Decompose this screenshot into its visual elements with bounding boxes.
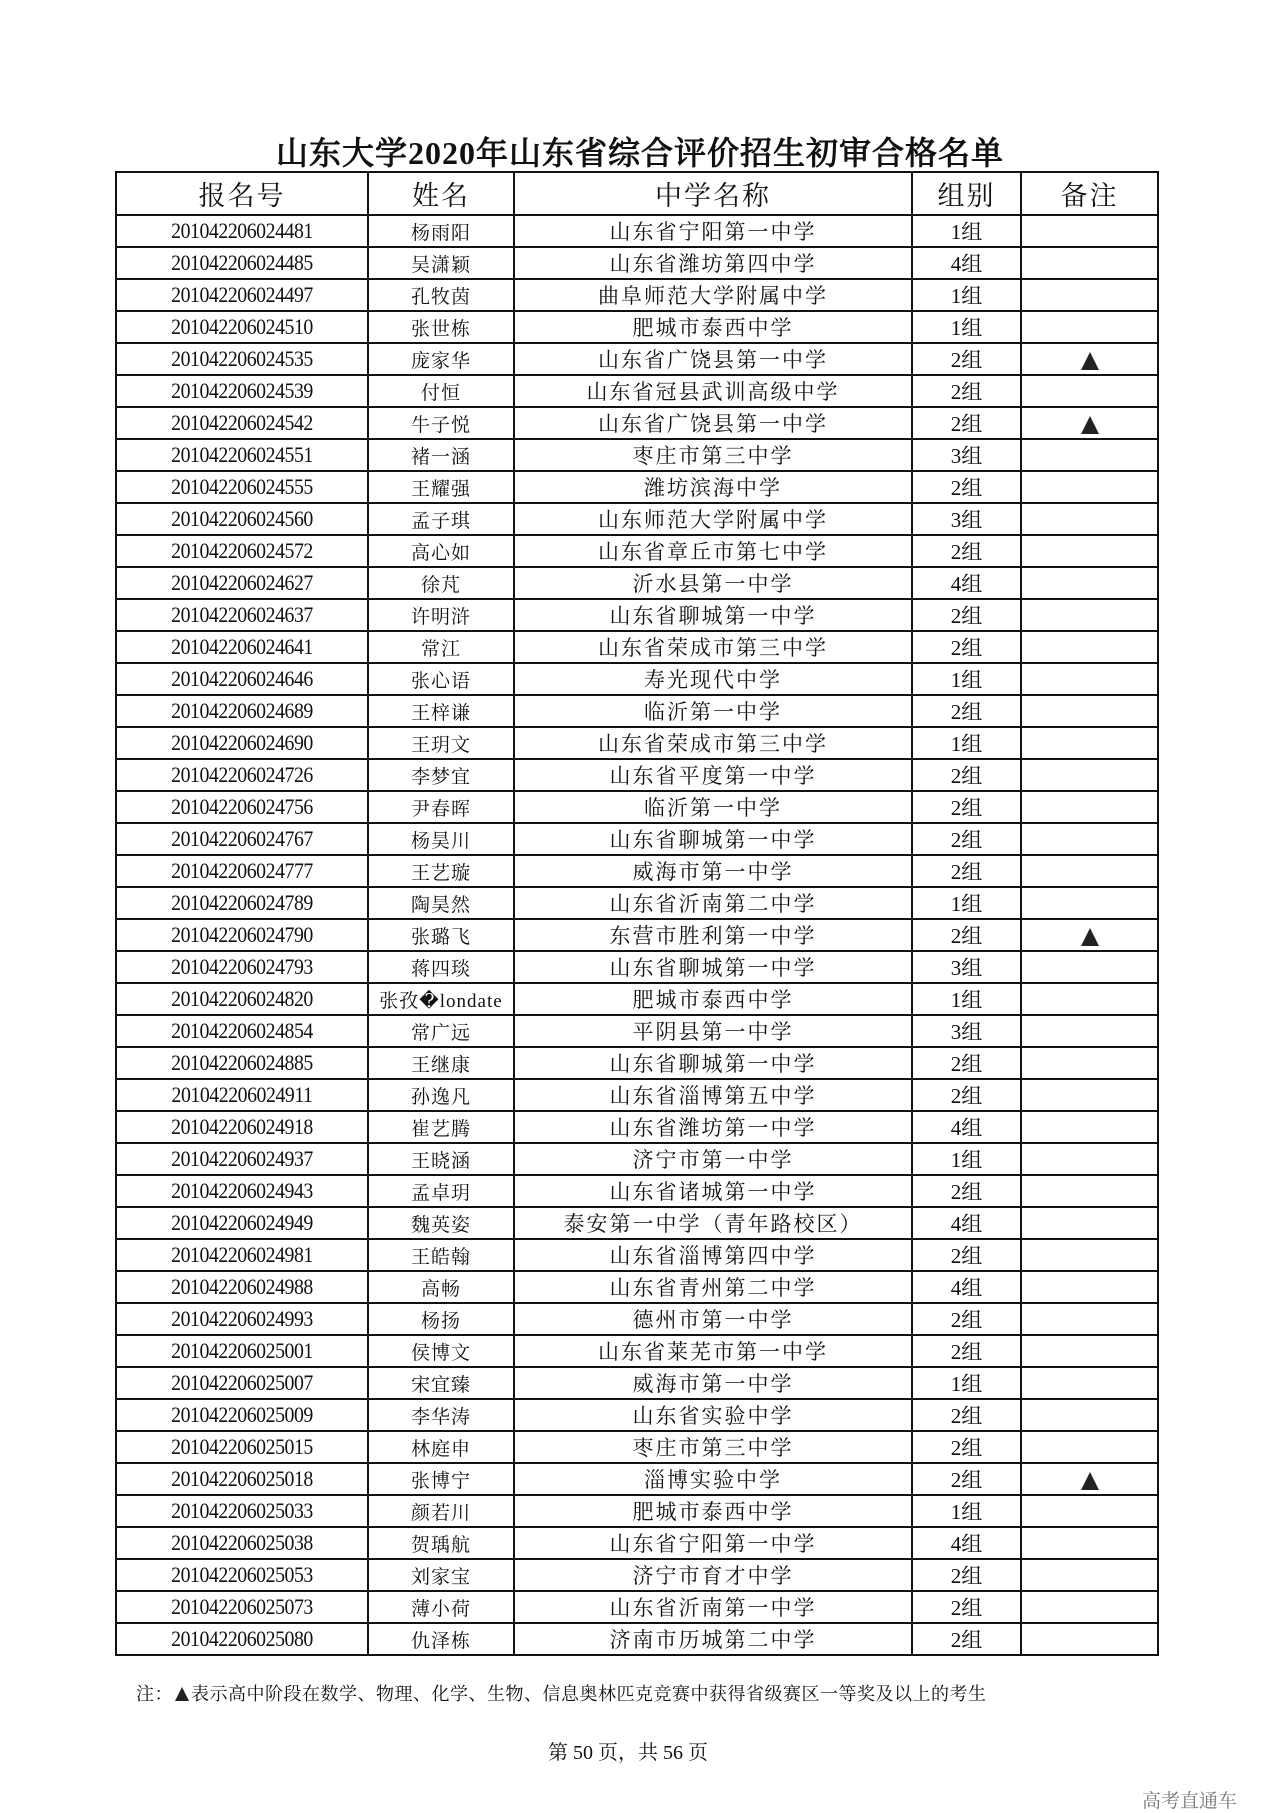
registration-no: 201042206025015: [129, 1431, 356, 1463]
remarks: [1021, 951, 1158, 983]
table-row: [116, 407, 1158, 439]
group: 4组: [912, 247, 1021, 279]
school-name: 山东省淄博第四中学: [514, 1239, 912, 1271]
group: 2组: [912, 1399, 1021, 1431]
group: 4组: [912, 1207, 1021, 1239]
school-name: 山东省荣成市第三中学: [514, 727, 912, 759]
table-row: [116, 471, 1158, 503]
school-name: 临沂第一中学: [514, 695, 912, 727]
group: 2组: [912, 631, 1021, 663]
school-name: 山东省宁阳第一中学: [514, 215, 912, 247]
remarks: [1021, 343, 1158, 375]
candidate-name: 颜若川: [368, 1495, 514, 1527]
table-row: [116, 1335, 1158, 1367]
table-row: [116, 247, 1158, 279]
remarks: [1021, 599, 1158, 631]
candidate-name: 王皓翰: [368, 1239, 514, 1271]
candidate-name: 吴潇颖: [368, 247, 514, 279]
school-name: 曲阜师范大学附属中学: [514, 279, 912, 311]
school-name: 临沂第一中学: [514, 791, 912, 823]
table-row: [116, 631, 1158, 663]
candidate-name: 孟子琪: [368, 503, 514, 535]
table-row: [116, 1367, 1158, 1399]
school-name: 济南市历城第二中学: [514, 1623, 912, 1655]
registration-no: 201042206024885: [129, 1047, 356, 1079]
registration-no: 201042206025080: [129, 1623, 356, 1655]
registration-no: 201042206024481: [129, 215, 356, 247]
group: 2组: [912, 407, 1021, 439]
remarks: [1021, 695, 1158, 727]
table-row: [116, 375, 1158, 407]
registration-no: 201042206024789: [129, 887, 356, 919]
group: 1组: [912, 727, 1021, 759]
school-name: 东营市胜利第一中学: [514, 919, 912, 951]
table-row: [116, 983, 1158, 1015]
registration-no: 201042206024572: [129, 535, 356, 567]
remarks: [1021, 279, 1158, 311]
remarks: [1021, 1303, 1158, 1335]
school-name: 沂水县第一中学: [514, 567, 912, 599]
group: 2组: [912, 535, 1021, 567]
group: 2组: [912, 375, 1021, 407]
registration-no: 201042206025073: [129, 1591, 356, 1623]
candidate-table: [115, 171, 1159, 1656]
table-row: [116, 663, 1158, 695]
table-row: [116, 1623, 1158, 1655]
candidate-name: 庞家华: [368, 343, 514, 375]
table-row: [116, 1207, 1158, 1239]
header-name: 姓名: [368, 172, 514, 215]
triangle-icon: [1081, 352, 1099, 370]
table-row: [116, 1143, 1158, 1175]
candidate-name: 孙逸凡: [368, 1079, 514, 1111]
school-name: 山东省沂南第二中学: [514, 887, 912, 919]
table-row: [116, 567, 1158, 599]
triangle-icon: [1081, 1472, 1099, 1490]
candidate-name: 徐芃: [368, 567, 514, 599]
school-name: 肥城市泰西中学: [514, 1495, 912, 1527]
remarks: [1021, 855, 1158, 887]
table-row: [116, 279, 1158, 311]
remarks: [1021, 311, 1158, 343]
registration-no: 201042206025033: [129, 1495, 356, 1527]
table-row: [116, 1015, 1158, 1047]
candidate-name: 刘家宝: [368, 1559, 514, 1591]
group: 2组: [912, 1431, 1021, 1463]
table-row: [116, 1303, 1158, 1335]
candidate-name: 宋宜臻: [368, 1367, 514, 1399]
registration-no: 201042206024535: [129, 343, 356, 375]
table-row: [116, 727, 1158, 759]
registration-no: 201042206024756: [129, 791, 356, 823]
registration-no: 201042206024988: [129, 1271, 356, 1303]
table-row: [116, 1079, 1158, 1111]
remarks: [1021, 887, 1158, 919]
registration-no: 201042206024560: [129, 503, 356, 535]
school-name: 山东省聊城第一中学: [514, 1047, 912, 1079]
group: 2组: [912, 855, 1021, 887]
remarks: [1021, 1111, 1158, 1143]
registration-no: 201042206024911: [129, 1079, 356, 1111]
remarks: [1021, 567, 1158, 599]
remarks: [1021, 1015, 1158, 1047]
remarks: [1021, 1047, 1158, 1079]
table-row: [116, 311, 1158, 343]
candidate-name: 杨扬: [368, 1303, 514, 1335]
school-name: 威海市第一中学: [514, 855, 912, 887]
school-name: 枣庄市第三中学: [514, 439, 912, 471]
registration-no: 201042206024555: [129, 471, 356, 503]
group: 2组: [912, 919, 1021, 951]
candidate-name: 魏英姿: [368, 1207, 514, 1239]
candidate-name: 尹春晖: [368, 791, 514, 823]
table-row: [116, 1239, 1158, 1271]
school-name: 山东省潍坊第一中学: [514, 1111, 912, 1143]
remarks: [1021, 1559, 1158, 1591]
candidate-name: 王晓涵: [368, 1143, 514, 1175]
table-row: [116, 1495, 1158, 1527]
group: 2组: [912, 1623, 1021, 1655]
school-name: 平阴县第一中学: [514, 1015, 912, 1047]
candidate-name: 仇泽栋: [368, 1623, 514, 1655]
remarks: [1021, 1239, 1158, 1271]
registration-no: 201042206024637: [129, 599, 356, 631]
remarks: [1021, 919, 1158, 951]
table-row: [116, 535, 1158, 567]
candidate-name: 蒋四琰: [368, 951, 514, 983]
footnote: [136, 1680, 987, 1706]
table-row: [116, 791, 1158, 823]
group: 4组: [912, 1111, 1021, 1143]
remarks: [1021, 1463, 1158, 1495]
candidate-name: 王艺璇: [368, 855, 514, 887]
candidate-name: 杨昊川: [368, 823, 514, 855]
group: 4组: [912, 1271, 1021, 1303]
table-row: [116, 759, 1158, 791]
table-row: [116, 1431, 1158, 1463]
group: 2组: [912, 695, 1021, 727]
registration-no: 201042206024790: [129, 919, 356, 951]
registration-no: 201042206024497: [129, 279, 356, 311]
remarks: [1021, 1623, 1158, 1655]
group: 2组: [912, 343, 1021, 375]
registration-no: 201042206024726: [129, 759, 356, 791]
candidate-name: 崔艺腾: [368, 1111, 514, 1143]
remarks: [1021, 1399, 1158, 1431]
group: 3组: [912, 503, 1021, 535]
school-name: 山东省潍坊第四中学: [514, 247, 912, 279]
candidate-name: 常江: [368, 631, 514, 663]
header-remarks: 备注: [1021, 172, 1158, 215]
group: 1组: [912, 1143, 1021, 1175]
remarks: [1021, 663, 1158, 695]
group: 1组: [912, 311, 1021, 343]
remarks: [1021, 215, 1158, 247]
candidate-name: 褚一涵: [368, 439, 514, 471]
candidate-name: 孔牧茵: [368, 279, 514, 311]
table-row: [116, 887, 1158, 919]
table-row: [116, 439, 1158, 471]
remarks: [1021, 375, 1158, 407]
remarks: [1021, 1367, 1158, 1399]
candidate-name: 林庭申: [368, 1431, 514, 1463]
registration-no: 201042206024793: [129, 951, 356, 983]
group: 1组: [912, 215, 1021, 247]
school-name: 山东省沂南第一中学: [514, 1591, 912, 1623]
registration-no: 201042206024539: [129, 375, 356, 407]
group: 2组: [912, 471, 1021, 503]
remarks: [1021, 727, 1158, 759]
school-name: 德州市第一中学: [514, 1303, 912, 1335]
table-row: [116, 343, 1158, 375]
remarks: [1021, 791, 1158, 823]
candidate-name: 杨雨阳: [368, 215, 514, 247]
table-row: [116, 599, 1158, 631]
registration-no: 201042206024627: [129, 567, 356, 599]
table-row: [116, 1463, 1158, 1495]
registration-no: 201042206024820: [129, 983, 356, 1015]
school-name: 淄博实验中学: [514, 1463, 912, 1495]
table-row: [116, 1271, 1158, 1303]
candidate-name: 张心语: [368, 663, 514, 695]
candidate-name: 王玥文: [368, 727, 514, 759]
header-school: 中学名称: [514, 172, 912, 215]
remarks: [1021, 471, 1158, 503]
group: 2组: [912, 1559, 1021, 1591]
table-row: [116, 1559, 1158, 1591]
group: 1组: [912, 1495, 1021, 1527]
page-number: 第 50 页，共 56 页: [548, 1742, 708, 1764]
candidate-name: 常广远: [368, 1015, 514, 1047]
remarks: [1021, 439, 1158, 471]
header-group: 组别: [912, 172, 1021, 215]
school-name: 山东省聊城第一中学: [514, 823, 912, 855]
candidate-name: 张璐飞: [368, 919, 514, 951]
registration-no: 201042206024943: [129, 1175, 356, 1207]
school-name: 山东省广饶县第一中学: [514, 343, 912, 375]
group: 3组: [912, 951, 1021, 983]
candidate-name: 张世栋: [368, 311, 514, 343]
school-name: 山东省莱芜市第一中学: [514, 1335, 912, 1367]
candidate-name: 贺瑀航: [368, 1527, 514, 1559]
group: 3组: [912, 1015, 1021, 1047]
table-row: [116, 855, 1158, 887]
group: 4组: [912, 567, 1021, 599]
registration-no: 201042206025018: [129, 1463, 356, 1495]
candidate-name: 付恒: [368, 375, 514, 407]
school-name: 寿光现代中学: [514, 663, 912, 695]
group: 2组: [912, 1239, 1021, 1271]
table-body: [116, 215, 1158, 1655]
registration-no: 201042206024689: [129, 695, 356, 727]
remarks: [1021, 759, 1158, 791]
group: 2组: [912, 1303, 1021, 1335]
remarks: [1021, 503, 1158, 535]
candidate-name: 牛子悦: [368, 407, 514, 439]
school-name: 山东省荣成市第三中学: [514, 631, 912, 663]
remarks: [1021, 983, 1158, 1015]
school-name: 肥城市泰西中学: [514, 311, 912, 343]
school-name: 山东师范大学附属中学: [514, 503, 912, 535]
remarks: [1021, 1591, 1158, 1623]
group: 1组: [912, 983, 1021, 1015]
candidate-name: 李梦宜: [368, 759, 514, 791]
candidate-name: 李华涛: [368, 1399, 514, 1431]
table-row: [116, 1111, 1158, 1143]
candidate-name: 张孜�londate: [368, 983, 514, 1015]
registration-no: 201042206024767: [129, 823, 356, 855]
registration-no: 201042206025007: [129, 1367, 356, 1399]
triangle-icon: [1081, 416, 1099, 434]
remarks: [1021, 1175, 1158, 1207]
candidate-name: 高畅: [368, 1271, 514, 1303]
registration-no: 201042206024993: [129, 1303, 356, 1335]
registration-no: 201042206025001: [129, 1335, 356, 1367]
document-title: 山东大学2020年山东省综合评价招生初审合格名单: [275, 135, 1004, 171]
candidate-name: 王梓谦: [368, 695, 514, 727]
school-name: 枣庄市第三中学: [514, 1431, 912, 1463]
footnote-text: 表示高中阶段在数学、物理、化学、生物、信息奥林匹克竞赛中获得省级赛区一等奖及以上的考生: [191, 1684, 987, 1704]
school-name: 山东省诸城第一中学: [514, 1175, 912, 1207]
group: 1组: [912, 887, 1021, 919]
remarks: [1021, 631, 1158, 663]
group: 2组: [912, 791, 1021, 823]
candidate-name: 高心如: [368, 535, 514, 567]
school-name: 山东省实验中学: [514, 1399, 912, 1431]
remarks: [1021, 1495, 1158, 1527]
watermark: 高考直通车: [1142, 1790, 1238, 1812]
table-row: [116, 919, 1158, 951]
table-row: [116, 1399, 1158, 1431]
registration-no: 201042206024949: [129, 1207, 356, 1239]
group: 4组: [912, 1527, 1021, 1559]
triangle-icon: [175, 1687, 189, 1701]
school-name: 山东省淄博第五中学: [514, 1079, 912, 1111]
remarks: [1021, 247, 1158, 279]
registration-no: 201042206024641: [129, 631, 356, 663]
school-name: 潍坊滨海中学: [514, 471, 912, 503]
table-row: [116, 951, 1158, 983]
table-row: [116, 1591, 1158, 1623]
table-row: [116, 695, 1158, 727]
school-name: 山东省青州第二中学: [514, 1271, 912, 1303]
candidate-name: 孟卓玥: [368, 1175, 514, 1207]
header-registration-no: 报名号: [116, 172, 368, 215]
registration-no: 201042206024485: [129, 247, 356, 279]
registration-no: 201042206025009: [129, 1399, 356, 1431]
candidate-name: 许明浒: [368, 599, 514, 631]
remarks: [1021, 823, 1158, 855]
group: 1组: [912, 663, 1021, 695]
candidate-name: 陶昊然: [368, 887, 514, 919]
table-row: [116, 1175, 1158, 1207]
registration-no: 201042206024551: [129, 439, 356, 471]
table-row: [116, 1047, 1158, 1079]
registration-no: 201042206024510: [129, 311, 356, 343]
group: 2组: [912, 823, 1021, 855]
group: 3组: [912, 439, 1021, 471]
remarks: [1021, 1143, 1158, 1175]
table-row: [116, 1527, 1158, 1559]
footnote-prefix: 注：: [136, 1684, 173, 1704]
school-name: 山东省平度第一中学: [514, 759, 912, 791]
remarks: [1021, 1335, 1158, 1367]
remarks: [1021, 1079, 1158, 1111]
table-header-row: [116, 172, 1158, 215]
group: 2组: [912, 1175, 1021, 1207]
candidate-name: 王继康: [368, 1047, 514, 1079]
remarks: [1021, 1271, 1158, 1303]
school-name: 肥城市泰西中学: [514, 983, 912, 1015]
registration-no: 201042206024854: [129, 1015, 356, 1047]
table-row: [116, 503, 1158, 535]
group: 2组: [912, 1463, 1021, 1495]
school-name: 山东省宁阳第一中学: [514, 1527, 912, 1559]
group: 2组: [912, 1335, 1021, 1367]
candidate-name: 薄小荷: [368, 1591, 514, 1623]
school-name: 山东省广饶县第一中学: [514, 407, 912, 439]
group: 2组: [912, 1591, 1021, 1623]
table-row: [116, 215, 1158, 247]
remarks: [1021, 1207, 1158, 1239]
group: 1组: [912, 279, 1021, 311]
group: 2组: [912, 599, 1021, 631]
school-name: 山东省冠县武训高级中学: [514, 375, 912, 407]
registration-no: 201042206024981: [129, 1239, 356, 1271]
group: 2组: [912, 1079, 1021, 1111]
remarks: [1021, 1527, 1158, 1559]
group: 2组: [912, 1047, 1021, 1079]
table-row: [116, 823, 1158, 855]
group: 2组: [912, 759, 1021, 791]
remarks: [1021, 535, 1158, 567]
candidate-name: 张博宁: [368, 1463, 514, 1495]
school-name: 济宁市育才中学: [514, 1559, 912, 1591]
candidate-name: 侯博文: [368, 1335, 514, 1367]
registration-no: 201042206024542: [129, 407, 356, 439]
registration-no: 201042206025038: [129, 1527, 356, 1559]
school-name: 威海市第一中学: [514, 1367, 912, 1399]
school-name: 山东省章丘市第七中学: [514, 535, 912, 567]
group: 1组: [912, 1367, 1021, 1399]
registration-no: 201042206024646: [129, 663, 356, 695]
triangle-icon: [1081, 928, 1099, 946]
registration-no: 201042206024918: [129, 1111, 356, 1143]
registration-no: 201042206025053: [129, 1559, 356, 1591]
school-name: 山东省聊城第一中学: [514, 951, 912, 983]
school-name: 山东省聊城第一中学: [514, 599, 912, 631]
remarks: [1021, 1431, 1158, 1463]
registration-no: 201042206024690: [129, 727, 356, 759]
school-name: 济宁市第一中学: [514, 1143, 912, 1175]
candidate-name: 王耀强: [368, 471, 514, 503]
registration-no: 201042206024937: [129, 1143, 356, 1175]
registration-no: 201042206024777: [129, 855, 356, 887]
school-name: 泰安第一中学（青年路校区）: [514, 1207, 912, 1239]
remarks: [1021, 407, 1158, 439]
